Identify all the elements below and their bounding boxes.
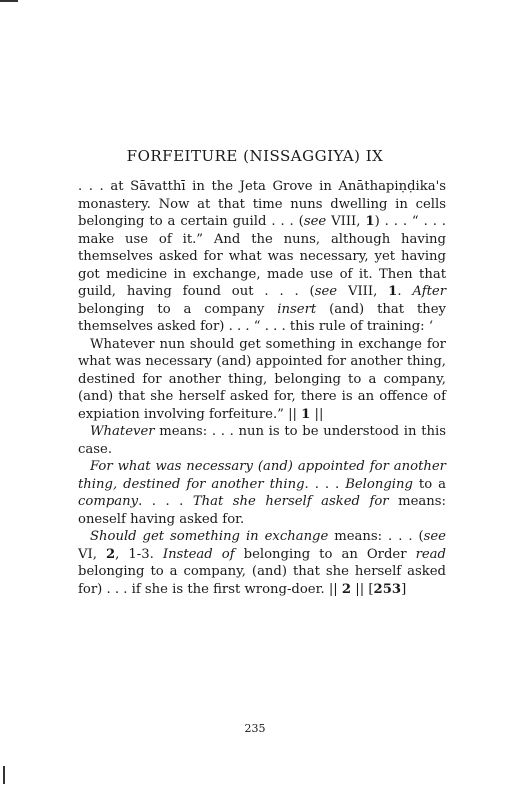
italic-run: Should get something in exchange xyxy=(90,529,329,544)
text-run: belonging to a company, (and) that she herself asked for) . . . if she is the first wrong-doer. || xyxy=(78,564,446,597)
paragraph-necessary-definition xyxy=(78,458,446,528)
text-run: VIII, xyxy=(326,214,366,229)
text-run: || [ xyxy=(351,581,374,597)
bold-run: 1 xyxy=(365,214,375,229)
italic-run: After xyxy=(412,284,447,299)
text-run: VI, xyxy=(78,546,106,562)
italic-run: company xyxy=(78,494,139,509)
paragraph-whatever-definition xyxy=(78,423,446,458)
italic-run: see xyxy=(423,529,446,544)
scan-edge-mark-top xyxy=(0,0,18,2)
text-run: means: oneself having asked for. xyxy=(78,494,446,527)
paragraph-origin-story xyxy=(78,178,446,336)
chapter-heading: FORFEITURE (NISSAGGIYA) IX xyxy=(126,147,384,165)
text-run: ) . . . “ . . . make use of it.” And the nuns, although having themselves asked for what was necessary, yet having got medicine in exchange, made use of it. Then that guild, having found out . . . ( xyxy=(78,214,446,299)
scan-edge-mark-bottom xyxy=(3,766,5,784)
text-run: to a xyxy=(412,476,446,492)
italic-run: Whatever xyxy=(90,424,155,439)
page-number: 235 xyxy=(244,722,266,735)
paragraph-rule xyxy=(78,336,446,424)
text-run: VIII, xyxy=(337,284,389,299)
text-run: belonging to a company xyxy=(78,301,278,317)
italic-run: Belonging xyxy=(345,476,413,492)
italic-run: see xyxy=(314,284,338,299)
text-run: , 1-3. xyxy=(115,546,163,562)
bold-run: 2 xyxy=(341,581,352,597)
italic-run: That she herself asked for xyxy=(192,494,389,509)
italic-run: read xyxy=(415,546,446,562)
italic-run: see xyxy=(303,214,327,229)
paragraph-exchange-definition xyxy=(78,528,446,598)
italic-run: For what was necessary (and) appointed for another thing, destined for another thing xyxy=(78,459,446,492)
bold-run: 2 xyxy=(105,546,116,562)
text-run: . . . . xyxy=(138,494,193,509)
text-run: || xyxy=(310,406,324,422)
text-run: belonging to an Order xyxy=(234,546,416,562)
bold-run: 1 xyxy=(388,284,398,299)
text-run: means: . . . nun is to be understood in this case. xyxy=(78,424,446,457)
text-run: (and) that they themselves asked for) . . . “ . . . this rule of training: ‘ xyxy=(78,301,446,334)
text-run: ] xyxy=(401,581,407,597)
italic-run: insert xyxy=(277,301,317,317)
bold-run: 1 xyxy=(301,406,311,422)
text-run: . xyxy=(397,284,413,299)
text-run: means: . . . ( xyxy=(328,529,424,544)
text-run: Whatever nun should get something in exchange for what was necessary (and) appointed for another thing, destined for another thing, belonging to a company, (and) that she herself asked for, there is an offence of expiation involving forfeiture.” || xyxy=(78,336,446,422)
text-block-rule xyxy=(78,178,446,423)
italic-run: Instead of xyxy=(162,546,235,562)
text-run: . . . at Sāvatthī in the Jeta Grove in Anāthapiṇḍika's monastery. Now at that time nuns dwelling in cells belonging to a certain guild . . . ( xyxy=(78,179,446,229)
bold-run: 253 xyxy=(373,581,402,597)
text-run: . . . . xyxy=(304,476,346,492)
text-block-commentary xyxy=(78,423,446,598)
